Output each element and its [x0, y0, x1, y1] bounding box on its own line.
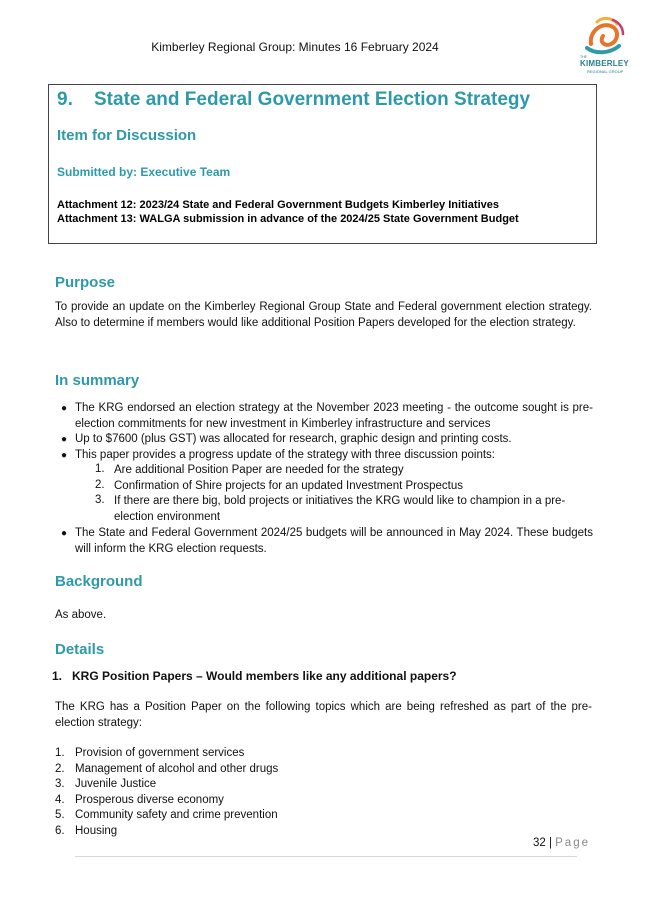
question-number: 1. [52, 669, 63, 683]
details-intro: The KRG has a Position Paper on the following topics which are being refreshed as part of the pre-election strategy: [55, 701, 592, 729]
topic-number: 5. [55, 809, 65, 821]
subpoint-number: 2. [95, 479, 105, 491]
attachment-12: Attachment 12: 2023/24 State and Federal Government Budgets Kimberley Initiatives [57, 199, 499, 211]
topic-number: 4. [55, 794, 65, 806]
section-number: 9. [57, 89, 73, 110]
subpoint-text: Are additional Position Paper are needed for the strategy [114, 464, 404, 476]
document-header-title: Kimberley Regional Group: Minutes 16 February 2024 [151, 40, 439, 54]
page-number: 32 [532, 837, 546, 849]
topic-number: 2. [55, 763, 65, 775]
bullet-icon: ● [61, 403, 68, 414]
section-title: State and Federal Government Election Strategy [94, 89, 531, 110]
attachment-13: Attachment 13: WALGA submission in advance of the 2024/25 State Government Budget [57, 213, 519, 225]
page-separator: | [548, 837, 552, 849]
summary-bullet-1: The KRG endorsed an election strategy at the November 2023 meeting - the outcome sought is pre-election commitments for new investment in Kimberley infrastructure and services [75, 402, 593, 430]
purpose-text: To provide an update on the Kimberley Regional Group State and Federal government election strategy. Also to determine if members would like additional Position Papers developed for the election strategy. [55, 301, 592, 329]
subpoint-number: 3. [95, 494, 105, 506]
details-heading: Details [55, 641, 105, 658]
bullet-icon: ● [61, 450, 68, 461]
details-question [52, 669, 457, 683]
subpoint-number: 1. [95, 463, 105, 475]
logo-wordmark: KIMBERLEY [580, 59, 629, 68]
logo-the: THE [580, 55, 587, 59]
subpoint-text: Confirmation of Shire projects for an updated Investment Prospectus [114, 480, 464, 492]
topic-item: Community safety and crime prevention [75, 809, 278, 821]
background-text: As above. [55, 609, 107, 621]
topic-number: 3. [55, 778, 65, 790]
bullet-icon: ● [61, 434, 68, 445]
bullet-icon: ● [61, 528, 68, 539]
section-header-box [48, 84, 597, 244]
question-text: KRG Position Papers – Would members like any additional papers? [72, 669, 457, 683]
summary-bullet-3: This paper provides a progress update of the strategy with three discussion points: [75, 449, 495, 461]
subpoint-text: If there are there big, bold projects or initiatives the KRG would like to champion in a pre-election environment [114, 495, 566, 523]
topic-item: Provision of government services [75, 747, 245, 759]
submitted-by: Submitted by: Executive Team [57, 165, 231, 179]
background-heading: Background [55, 573, 143, 590]
logo-subtitle: REGIONAL GROUP [587, 69, 624, 74]
topic-item: Management of alcohol and other drugs [75, 763, 279, 775]
section-heading [57, 89, 530, 111]
footer-divider [75, 856, 577, 857]
topic-item: Juvenile Justice [75, 778, 157, 790]
kimberley-logo [577, 14, 633, 76]
purpose-heading: Purpose [55, 274, 116, 291]
item-type: Item for Discussion [57, 127, 197, 144]
page-label: Page [555, 837, 590, 849]
summary-heading: In summary [55, 372, 140, 389]
summary-bullet-2: Up to $7600 (plus GST) was allocated for research, graphic design and printing costs. [75, 433, 512, 445]
topic-item: Housing [75, 825, 118, 837]
logo-swirl-icon [583, 14, 627, 56]
topic-number: 6. [55, 825, 65, 837]
summary-bullet-4: The State and Federal Government 2024/25 budgets will be announced in May 2024. These budgets will inform the KRG election requests. [75, 527, 593, 555]
topic-number: 1. [55, 747, 65, 759]
topic-item: Prosperous diverse economy [75, 794, 224, 806]
page-footer [490, 837, 590, 849]
